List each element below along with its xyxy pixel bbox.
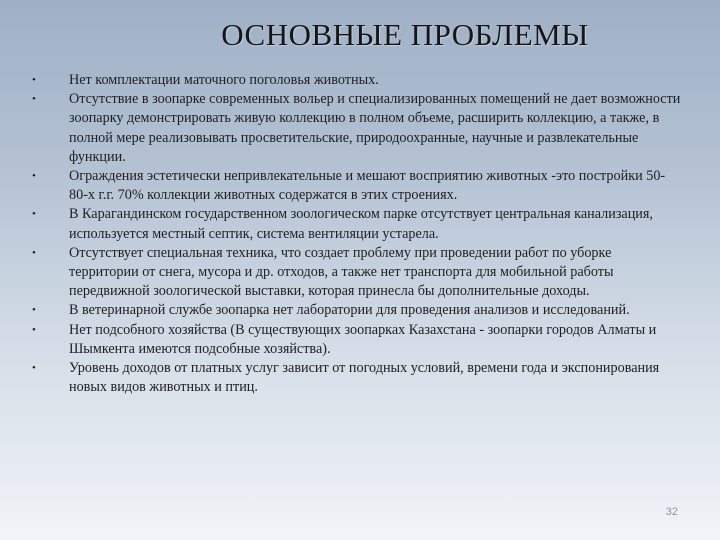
- list-item: [32, 90, 682, 167]
- page-number: 32: [665, 506, 678, 518]
- list-item: [32, 71, 682, 90]
- list-item-text: Нет комплектации маточного поголовья животных.: [69, 72, 379, 88]
- bullet-icon: •: [32, 170, 36, 183]
- bullet-icon: •: [32, 246, 36, 259]
- bullet-icon: •: [32, 323, 36, 336]
- list-item-text: Отсутствие в зоопарке современных вольер и специализированных помещений не дает возможности зоопарку демонстрировать живую коллекцию в полном объеме, расширить коллекцию, а также, в полной мере реализовывать просветительские, природоохранные, научные и развлекательные функции.: [69, 91, 681, 165]
- list-item: [32, 205, 682, 243]
- list-item-text: Нет подсобного хозяйства (В существующих зоопарках Казахстана - зоопарки городов Алматы и Шымкента имеются подсобные хозяйства).: [69, 321, 657, 357]
- list-item-text: Отсутствует специальная техника, что создает проблему при проведении работ по уборке территории от снега, мусора и др. отходов, а также нет транспорта для мобильной работы передвижной зоологической выставки, которая принесла бы дополнительные доходы.: [69, 244, 614, 300]
- list-item: [32, 321, 682, 359]
- bullet-list: [32, 71, 682, 397]
- bullet-icon: •: [32, 93, 36, 106]
- list-item-text: Уровень доходов от платных услуг зависит от погодных условий, времени года и экспонирования новых видов животных и птиц.: [69, 360, 660, 396]
- list-item: [32, 301, 682, 320]
- bullet-icon: •: [32, 208, 36, 221]
- list-item: [32, 359, 682, 397]
- bullet-icon: •: [32, 362, 36, 375]
- bullet-icon: •: [32, 304, 36, 317]
- list-item-text: Ограждения эстетически непривлекательные и мешают восприятию животных -это постройки 50-80-х г.г. 70% коллекции животных содержатся в этих строениях.: [69, 168, 666, 204]
- list-item-text: В ветеринарной службе зоопарка нет лаборатории для проведения анализов и исследований.: [69, 302, 630, 319]
- bullet-icon: •: [32, 74, 36, 86]
- list-item: [32, 167, 682, 205]
- slide-title: ОСНОВНЫЕ ПРОБЛЕМЫ: [221, 17, 589, 52]
- list-item-text: В Карагандинском государственном зоологическом парке отсутствует центральная канализация, используется местный септик, система вентиляции устарела.: [69, 206, 653, 242]
- list-item: [32, 244, 682, 302]
